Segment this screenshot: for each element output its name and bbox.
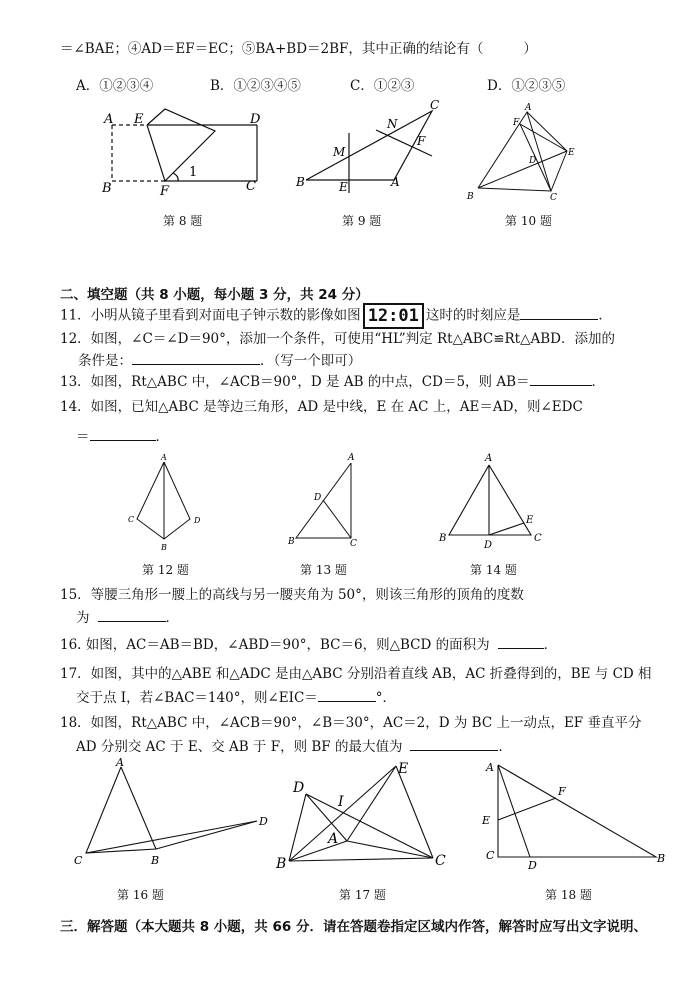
fig18-label-d: D (528, 859, 537, 872)
fig12-label-c: C (128, 515, 135, 524)
fig9-label-b: B (296, 175, 305, 189)
fig17-label-i: I (338, 794, 344, 810)
fig18-label-b: B (657, 852, 666, 865)
option-a: A．①②③④ (76, 78, 154, 94)
question-18-line2: AD 分别交 AC 于 E、交 AB 于 F，则 BF 的最大值为 ． (76, 739, 512, 755)
fig10-label-f: F (513, 118, 520, 128)
fig9-label-f: F (417, 134, 426, 148)
fig17-label-e: E (398, 761, 409, 777)
fig10-label-a: A (525, 103, 532, 113)
option-d: D．①②③⑤ (487, 78, 566, 94)
caption-q9: 第 9 题 (342, 214, 382, 228)
fig17-label-b: B (276, 856, 287, 872)
fig14-label-d: D (484, 540, 493, 551)
caption-q18: 第 18 题 (545, 888, 592, 902)
fig13-label-b: B (288, 537, 295, 547)
fig17-label-c: C (435, 853, 446, 869)
question-17-line1: 17．如图，其中的△ABE 和△ADC 是由△ABC 分别沿着直线 AB，AC 折叠得到的，BE 与 CD 相 (60, 666, 652, 682)
caption-q17: 第 17 题 (339, 888, 386, 902)
question-12-line1: 12．如图，∠C＝∠D＝90°，添加一个条件，可使用“HL”判定 Rt△ABC≌Rt△ABD．添加的 (60, 331, 615, 347)
caption-q10: 第 10 题 (505, 214, 552, 228)
section-2-title: 二、填空题（共 8 小题，每小题 3 分，共 24 分） (60, 287, 369, 303)
fig13-label-d: D (314, 493, 322, 503)
caption-q8: 第 8 题 (163, 214, 203, 228)
section-3-title: 三．解答题（本大题共 8 小题，共 66 分．请在答题卷指定区域内作答，解答时应写出文字说明、 (60, 919, 647, 935)
caption-q12: 第 12 题 (142, 563, 189, 577)
question-11: 11．小明从镜子里看到对面电子钟示数的影像如图 12:01 这时的时刻应是 ． (60, 303, 612, 329)
question-16: 16. 如图，AC＝AB＝BD，∠ABD＝90°，BC＝6，则△BCD 的面积为 ． (60, 637, 558, 653)
fig13-label-c: C (350, 539, 357, 549)
question-14-line1: 14．如图，已知△ABC 是等边三角形，AD 是中线，E 在 AC 上，AE＝AD，则∠EDC (60, 399, 583, 415)
fig8-label-b: B (102, 181, 112, 196)
question-17-line2: 交于点 I，若∠BAC＝140°，则∠EIC＝ °． (76, 690, 397, 706)
question-12-line2: 条件是： ．（写一个即可） (78, 353, 362, 369)
fig8-label-d: D (250, 112, 261, 127)
question-15-line2: 为 ． (76, 610, 179, 626)
fig8-angle-1: 1 (189, 165, 198, 180)
fig8-label-e: E (134, 112, 144, 127)
fig18-label-c: C (486, 849, 495, 862)
option-c: C．①②③ (350, 78, 415, 94)
fig10-label-e: E (568, 148, 575, 158)
fig9-label-n: N (387, 117, 398, 131)
fig9-label-a: A (391, 175, 400, 189)
fig18-label-a: A (486, 761, 494, 774)
fig9-label-m: M (333, 145, 346, 159)
fig17-label-a: A (328, 831, 339, 847)
fig8-label-f: F (160, 184, 170, 199)
fig9-label-c: C (430, 98, 440, 112)
fig18-label-f: F (558, 785, 566, 798)
caption-q13: 第 13 题 (300, 563, 347, 577)
question-13: 13．如图，Rt△ABC 中，∠ACB＝90°，D 是 AB 的中点，CD＝5，则 AB＝ ． (60, 374, 606, 390)
fig14-label-a: A (485, 453, 493, 464)
fig10-label-d: D (529, 156, 537, 166)
caption-q14: 第 14 题 (470, 563, 517, 577)
fig12-label-b: B (161, 543, 167, 552)
fig10-label-c: C (550, 193, 557, 203)
fig10-label-b: B (467, 192, 474, 202)
fig14-label-b: B (439, 533, 447, 544)
fig9-label-e: E (339, 180, 348, 194)
fig14-label-c: C (534, 533, 542, 544)
fig18-label-e: E (482, 814, 491, 827)
fig12-label-d: D (194, 516, 201, 525)
mirror-clock-image: 12:01 (363, 303, 424, 329)
question-18-line1: 18．如图，Rt△ABC 中，∠ACB＝90°，∠B＝30°，AC＝2，D 为 BC 上一动点，EF 垂直平分 (60, 715, 642, 731)
option-b: B．①②③④⑤ (210, 78, 301, 94)
fig16-label-b: B (151, 854, 160, 867)
question-14-line2: ＝ ． (76, 429, 169, 445)
question-10-tail: ＝∠BAE；④AD＝EF＝EC；⑤BA+BD＝2BF，其中正确的结论有（ ） (60, 41, 537, 57)
fig17-label-d: D (293, 780, 305, 796)
fig16-label-a: A (116, 756, 124, 769)
fig8-label-c: C (246, 179, 256, 194)
fig8-label-a: A (104, 112, 114, 127)
fig16-label-d: D (259, 815, 268, 828)
fig12-label-a: A (161, 453, 167, 462)
question-15-line1: 15．等腰三角形一腰上的高线与另一腰夹角为 50°，则该三角形的顶角的度数 (60, 587, 524, 603)
fig16-label-c: C (74, 854, 83, 867)
fig14-label-e: E (526, 515, 534, 526)
caption-q16: 第 16 题 (117, 888, 164, 902)
fig13-label-a: A (348, 453, 355, 463)
